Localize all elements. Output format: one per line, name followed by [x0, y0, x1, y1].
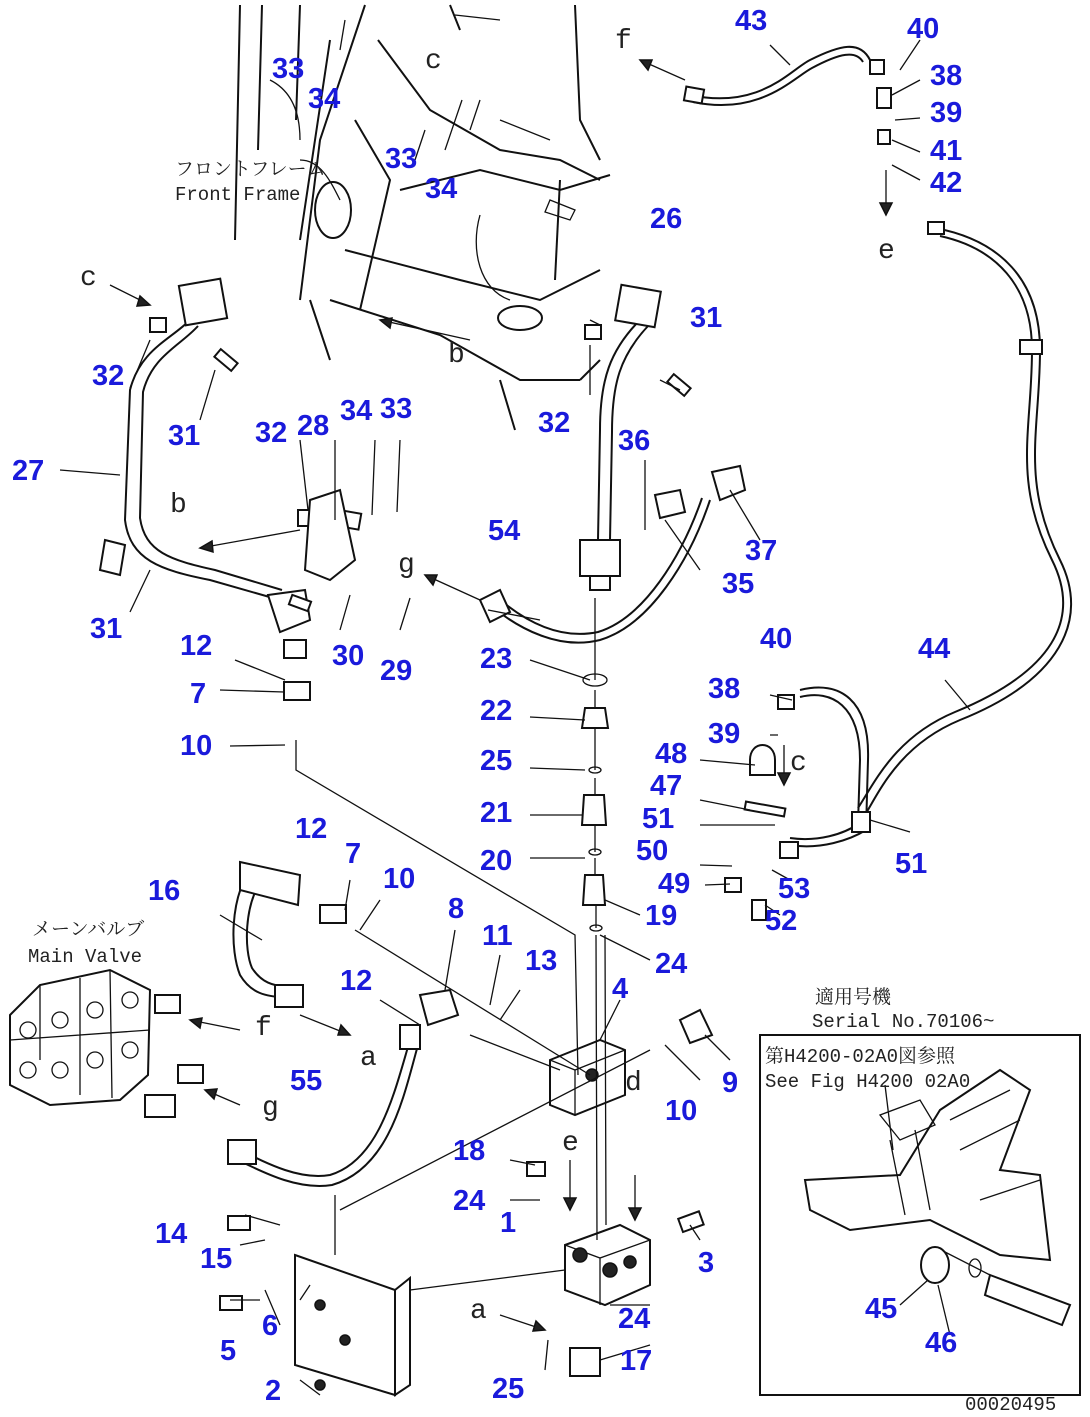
part-number: 36: [618, 425, 651, 457]
see-fig-label-en: See Fig H4200 02A0: [765, 1071, 971, 1093]
front-frame-label-en: Front Frame: [175, 184, 301, 206]
part-number: 27: [12, 455, 45, 487]
part-number: 20: [480, 845, 513, 877]
part-number: 12: [340, 965, 373, 997]
part-number: 43: [735, 5, 768, 37]
part-number: 33: [385, 143, 418, 175]
part-number: 42: [930, 167, 963, 199]
part-number: 8: [448, 893, 465, 925]
part-number: 39: [930, 97, 963, 129]
part-number: 15: [200, 1243, 233, 1275]
letter-b: b: [170, 490, 187, 521]
part-number: 53: [778, 873, 811, 905]
part-number: 7: [345, 838, 362, 870]
part-number: 7: [190, 678, 207, 710]
part-number: 19: [645, 900, 678, 932]
part-number: 25: [492, 1373, 525, 1405]
letter-e: e: [562, 1128, 579, 1159]
part-number: 51: [895, 848, 928, 880]
letter-b: b: [448, 340, 465, 371]
part-number: 21: [480, 797, 513, 829]
part-number: 24: [655, 948, 688, 980]
part-number: 31: [690, 302, 723, 334]
part-number: 17: [620, 1345, 653, 1377]
part-number: 38: [708, 673, 741, 705]
see-fig-label-jp: 第H4200-02A0図参照: [765, 1046, 956, 1068]
part-number: 31: [168, 420, 201, 452]
part-number: 16: [148, 875, 181, 907]
part-numbers: [12, 5, 962, 1407]
serial-label-en: Serial No.70106~: [812, 1011, 995, 1033]
part-number: 32: [538, 407, 571, 439]
part-number: 4: [612, 973, 629, 1005]
valve-1: [565, 1225, 650, 1305]
main-valve-label-jp: メーンバルブ: [32, 919, 145, 941]
part-number: 46: [925, 1327, 958, 1359]
part-number: 54: [488, 515, 521, 547]
serial-label-jp: 適用号機: [815, 987, 892, 1009]
drawing-code: 00020495: [965, 1394, 1057, 1416]
part-number: 29: [380, 655, 413, 687]
part-number: 13: [525, 945, 558, 977]
part-number: 39: [708, 718, 741, 750]
part-number: 22: [480, 695, 513, 727]
letter-d: d: [625, 1068, 642, 1099]
part-number: 26: [650, 203, 683, 235]
part-number: 9: [722, 1067, 739, 1099]
part-number: 47: [650, 770, 683, 802]
part-number: 24: [453, 1185, 486, 1217]
part-number: 40: [907, 13, 940, 45]
part-number: 12: [180, 630, 213, 662]
letter-a: a: [470, 1296, 487, 1327]
letter-f: f: [615, 26, 632, 57]
part-number: 45: [865, 1293, 898, 1325]
part-number: 10: [383, 863, 416, 895]
hose-43: [684, 47, 870, 105]
part-number: 10: [180, 730, 213, 762]
part-number: 14: [155, 1218, 188, 1250]
fitting-stack: [582, 674, 608, 931]
letter-c: c: [790, 748, 807, 779]
letter-c: c: [80, 263, 97, 294]
part-number: 24: [618, 1303, 651, 1335]
part-number: 35: [722, 568, 755, 600]
bracket-2: [295, 1255, 410, 1395]
part-number: 33: [272, 53, 305, 85]
part-number: 51: [642, 803, 675, 835]
part-number: 34: [340, 395, 373, 427]
part-number: 10: [665, 1095, 698, 1127]
part-number: 12: [295, 813, 328, 845]
letter-f: f: [255, 1013, 272, 1044]
part-number: 32: [92, 360, 125, 392]
part-number: 40: [760, 623, 793, 655]
part-number: 52: [765, 905, 798, 937]
main-valve: [10, 970, 203, 1117]
part-number: 11: [482, 920, 513, 952]
letter-g: g: [398, 550, 415, 581]
block-4: [550, 1040, 625, 1115]
part-number: 6: [262, 1310, 279, 1342]
pipe-27: [125, 279, 310, 658]
hose-16: [233, 862, 303, 1007]
part-number: 3: [698, 1247, 715, 1279]
part-number: 25: [480, 745, 513, 777]
part-number: 49: [658, 868, 691, 900]
part-number: 5: [220, 1335, 237, 1367]
front-frame-label-jp: フロントフレーム: [175, 159, 326, 181]
part-number: 28: [297, 410, 330, 442]
part-number: 55: [290, 1065, 323, 1097]
part-number: 34: [308, 83, 341, 115]
part-number: 33: [380, 393, 413, 425]
part-number: 18: [453, 1135, 486, 1167]
part-number: 48: [655, 738, 688, 770]
part-number: 32: [255, 417, 288, 449]
connection-letters: [80, 26, 898, 1327]
main-valve-label-en: Main Valve: [28, 946, 143, 968]
hose-55: [228, 1025, 420, 1186]
part-number: 34: [425, 173, 458, 205]
part-number: 44: [918, 633, 951, 665]
hose-44: [858, 222, 1071, 815]
letter-g: g: [262, 1093, 279, 1124]
letter-c: c: [425, 46, 442, 77]
part-number: 50: [636, 835, 669, 867]
part-number: 30: [332, 640, 365, 672]
letter-e: e: [878, 236, 895, 267]
part-number: 31: [90, 613, 123, 645]
part-number: 37: [745, 535, 778, 567]
part-number: 41: [930, 135, 963, 167]
part-number: 1: [500, 1207, 517, 1239]
part-number: 38: [930, 60, 963, 92]
part-number: 2: [265, 1375, 282, 1407]
part-number: 23: [480, 643, 513, 675]
letter-a: a: [360, 1043, 377, 1074]
